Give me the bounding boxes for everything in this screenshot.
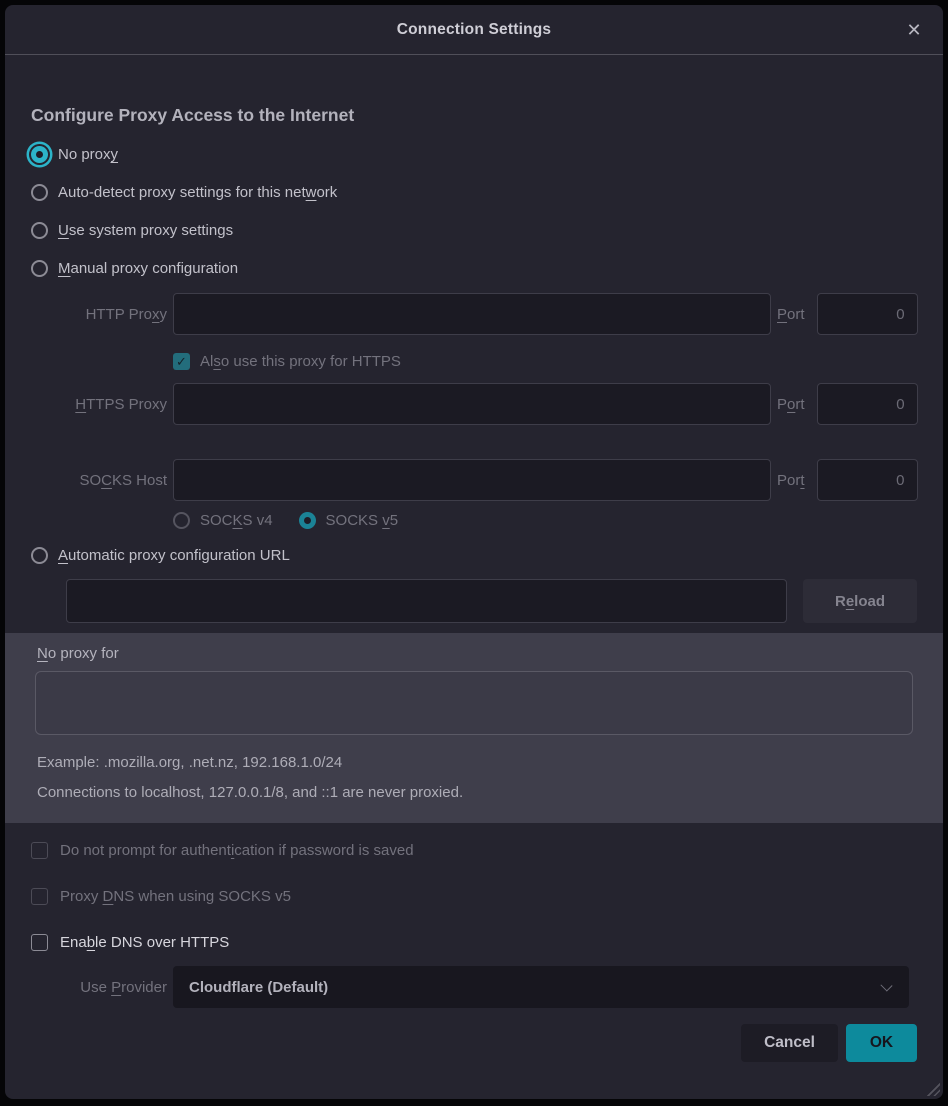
checkbox-unchecked-icon (31, 888, 48, 905)
radio-manual-proxy-label: Manual proxy configuration (58, 260, 239, 277)
connection-settings-dialog (5, 5, 943, 1099)
https-proxy-label: HTTPS Proxy (75, 395, 167, 413)
radio-unselected-icon (173, 512, 190, 529)
https-port-input[interactable] (817, 383, 918, 425)
share-proxy-checkbox-row[interactable] (173, 348, 917, 375)
close-icon[interactable]: ✕ (901, 17, 927, 43)
socks-version-row (173, 512, 917, 529)
dialog-titlebar (5, 5, 943, 55)
radio-socks-v4[interactable] (173, 512, 273, 529)
checkbox-dns-over-https[interactable] (31, 929, 917, 956)
https-proxy-row (31, 383, 917, 425)
https-port-label: Port (777, 395, 805, 413)
checkbox-proxy-dns-socks5-label: Proxy DNS when using SOCKS v5 (60, 888, 291, 905)
radio-auto-config-url[interactable] (31, 542, 917, 569)
checkbox-no-prompt-auth-label: Do not prompt for authentication if password is saved (60, 842, 414, 859)
socks-port-label: Port (777, 471, 805, 489)
reload-button[interactable]: Reload (803, 579, 917, 623)
no-proxy-for-label: No proxy for (37, 645, 119, 662)
dialog-body (5, 55, 943, 1099)
radio-no-proxy-label: No proxy (58, 146, 119, 163)
page-title: Configure Proxy Access to the Internet (31, 105, 355, 125)
socks-host-input[interactable] (173, 459, 771, 501)
radio-manual-proxy[interactable] (31, 255, 917, 282)
radio-socks-v5[interactable] (299, 512, 399, 529)
radio-socks-v5-label: SOCKS v5 (325, 512, 399, 529)
auto-config-url-input[interactable] (66, 579, 787, 623)
socks-host-row (31, 459, 917, 501)
http-proxy-row (31, 293, 917, 335)
no-proxy-for-section (5, 633, 943, 823)
checkbox-unchecked-icon (31, 934, 48, 951)
radio-system-proxy[interactable] (31, 217, 917, 244)
checkbox-proxy-dns-socks5[interactable] (31, 883, 917, 910)
ok-button[interactable]: OK (846, 1024, 917, 1062)
provider-dropdown-value: Cloudflare (Default) (189, 978, 329, 996)
socks-host-label: SOCKS Host (79, 471, 167, 489)
share-proxy-checkbox-label: Also use this proxy for HTTPS (200, 353, 401, 370)
radio-selected-icon (299, 512, 316, 529)
cancel-button[interactable]: Cancel (741, 1024, 838, 1062)
provider-dropdown[interactable] (173, 966, 909, 1008)
radio-socks-v4-label: SOCKS v4 (200, 512, 273, 529)
radio-unselected-icon (31, 547, 48, 564)
checkbox-unchecked-icon (31, 842, 48, 859)
no-proxy-note-text: Connections to localhost, 127.0.0.1/8, and ::1 are never proxied. (37, 784, 464, 801)
http-port-input[interactable] (817, 293, 918, 335)
radio-unselected-icon (31, 222, 48, 239)
radio-auto-detect-label: Auto-detect proxy settings for this network (58, 184, 338, 201)
radio-system-proxy-label: Use system proxy settings (58, 222, 234, 239)
auto-config-url-row (66, 579, 917, 623)
options-list (31, 837, 917, 956)
no-proxy-for-textarea[interactable] (35, 671, 913, 735)
use-provider-label: Use Provider (80, 978, 167, 996)
http-proxy-label: HTTP Proxy (85, 305, 167, 323)
radio-unselected-icon (31, 184, 48, 201)
dialog-actions (31, 1024, 917, 1062)
https-proxy-input[interactable] (173, 383, 771, 425)
radio-selected-icon (31, 146, 48, 163)
checkbox-dns-over-https-label: Enable DNS over HTTPS (60, 934, 230, 951)
provider-row (31, 966, 917, 1008)
chevron-down-icon (880, 979, 892, 991)
no-proxy-example-text: Example: .mozilla.org, .net.nz, 192.168.1.0/24 (37, 754, 343, 771)
radio-auto-config-url-label: Automatic proxy configuration URL (58, 547, 290, 564)
radio-auto-detect[interactable] (31, 179, 917, 206)
http-proxy-input[interactable] (173, 293, 771, 335)
socks-port-input[interactable] (817, 459, 918, 501)
radio-unselected-icon (31, 260, 48, 277)
http-port-label: Port (777, 305, 805, 323)
radio-no-proxy[interactable] (31, 141, 917, 168)
dialog-title: Connection Settings (396, 20, 552, 38)
checkbox-checked-icon: ✓ (173, 353, 190, 370)
checkbox-no-prompt-auth[interactable] (31, 837, 917, 864)
